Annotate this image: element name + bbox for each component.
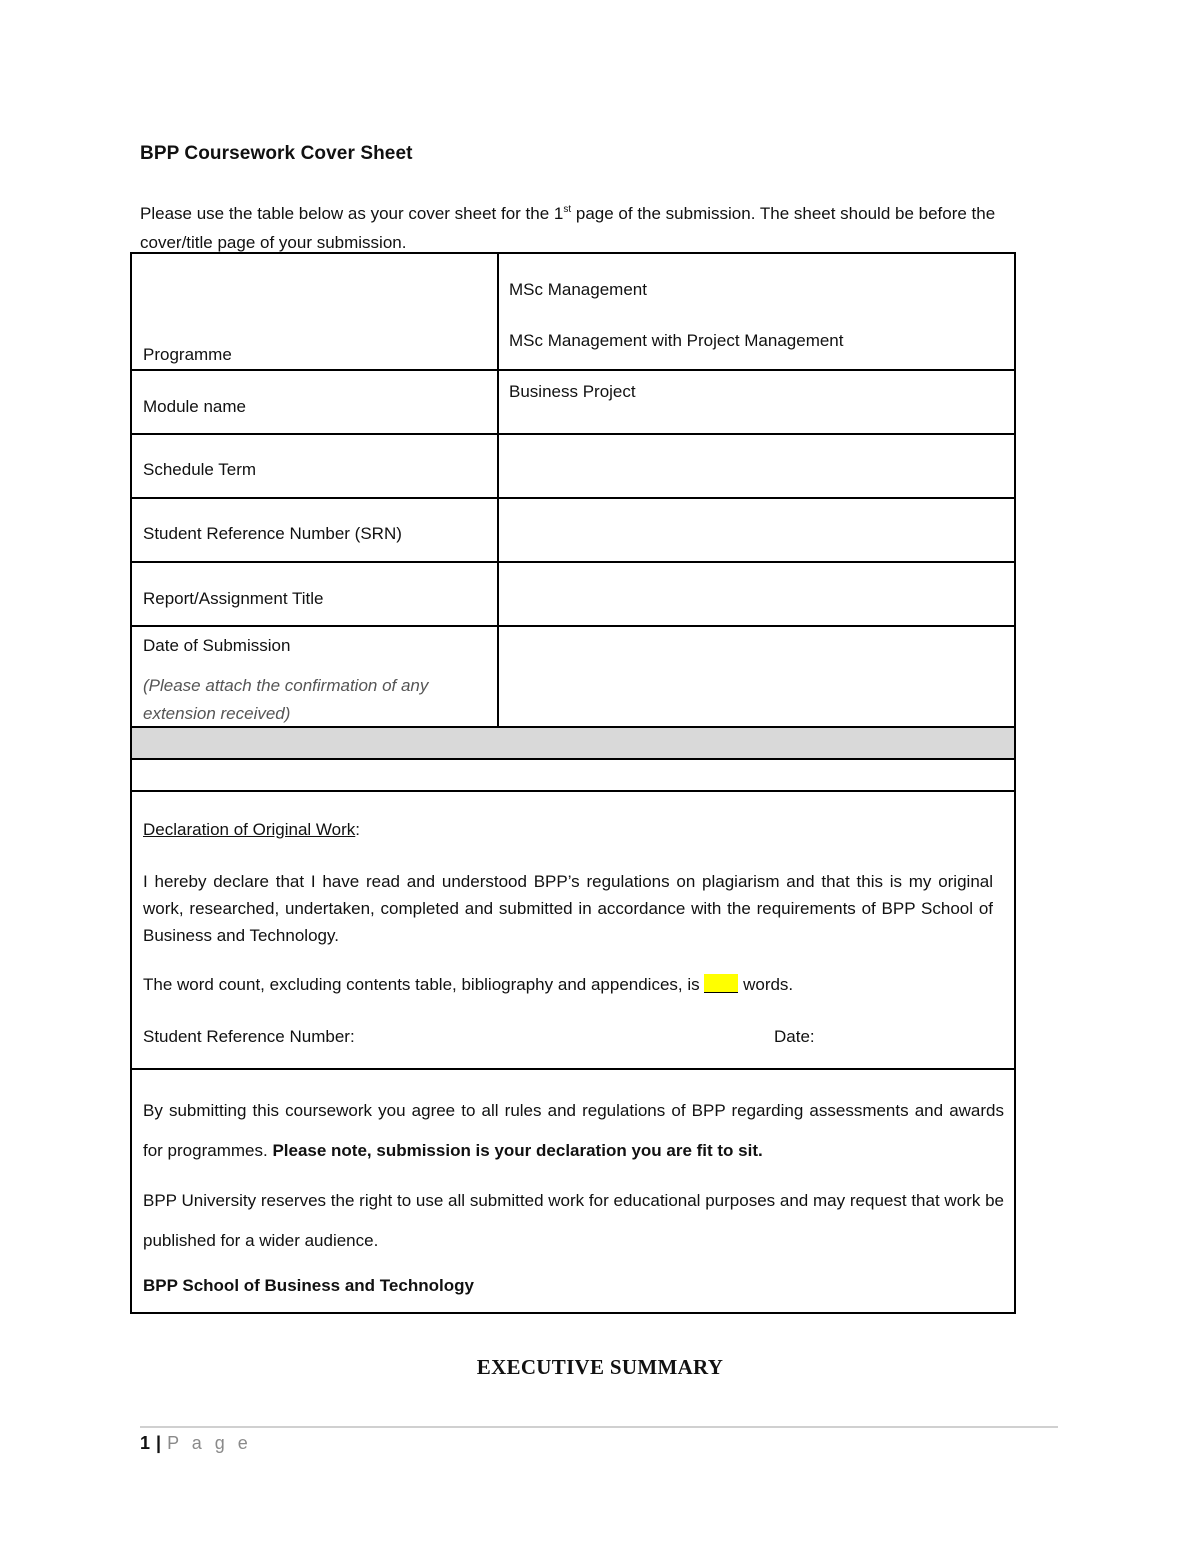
intro-part1: Please use the table below as your cover sheet for the 1 (140, 204, 564, 223)
row-programme (132, 254, 1014, 371)
declaration-heading (143, 820, 360, 840)
row-date-of-submission (132, 627, 1014, 728)
date-of-submission-note: (Please attach the confirmation of any extension received) (143, 676, 429, 723)
footer-divider (140, 1426, 1058, 1428)
module-label: Module name (143, 397, 247, 416)
row-module (132, 371, 1014, 435)
cover-sheet-table (130, 252, 1016, 1314)
declaration-heading-colon: : (355, 820, 361, 839)
intro-part2: page of the submission. The sheet should be before the cover/title page of your submission. (140, 204, 996, 252)
page-title: BPP Coursework Cover Sheet (140, 143, 413, 164)
word-count-blank[interactable] (704, 974, 738, 993)
declaration-paragraph: I hereby declare that I have read and understood BPP’s regulations on plagiarism and that this is my original work, researched, undertaken, completed and submitted in accordance with the requirements of BPP School of Business and Technology. (143, 872, 993, 945)
terms-paragraph-1-bold: Please note, submission is your declaration you are fit to sit. (272, 1141, 763, 1160)
school-name: BPP School of Business and Technology (143, 1276, 474, 1295)
srn-label: Student Reference Number (SRN) (143, 524, 402, 543)
word-count-before: The word count, excluding contents table, bibliography and appendices, is (143, 975, 705, 994)
row-schedule-term (132, 435, 1014, 499)
column-divider (497, 254, 499, 728)
date-of-submission-label: Date of Submission (143, 636, 291, 655)
row-report-title (132, 563, 1014, 627)
declaration-srn-label: Student Reference Number: (143, 1027, 355, 1046)
terms-paragraph-1-normal: By submitting this coursework you agree to all rules and regulations of BPP regarding assessments and awards for programmes. (143, 1101, 1004, 1160)
declaration-date-label: Date: (774, 1027, 815, 1046)
terms-paragraph-2: BPP University reserves the right to use all submitted work for educational purposes and may request that work be published for a wider audience. (143, 1191, 1004, 1250)
intro-text (140, 195, 1050, 257)
programme-label: Programme (143, 345, 232, 364)
page-footer (140, 1433, 252, 1454)
programme-value-1: MSc Management (509, 280, 647, 299)
word-count-after: words. (738, 975, 794, 994)
schedule-term-label: Schedule Term (143, 460, 257, 479)
word-count-line (143, 971, 993, 998)
footer-separator: | (156, 1433, 162, 1453)
row-srn (132, 499, 1014, 563)
terms-paragraph-1 (143, 1091, 1004, 1171)
report-title-label: Report/Assignment Title (143, 589, 324, 608)
module-value: Business Project (509, 382, 636, 401)
declaration-heading-text: Declaration of Original Work (143, 820, 356, 839)
page-label: P a g e (167, 1433, 252, 1453)
programme-value-2: MSc Management with Project Management (509, 331, 844, 350)
executive-summary-heading: EXECUTIVE SUMMARY (476, 1355, 724, 1379)
intro-sup: st (563, 204, 572, 215)
shaded-separator-row (132, 728, 1014, 760)
empty-row (132, 760, 1014, 792)
page-number: 1 (140, 1433, 151, 1453)
